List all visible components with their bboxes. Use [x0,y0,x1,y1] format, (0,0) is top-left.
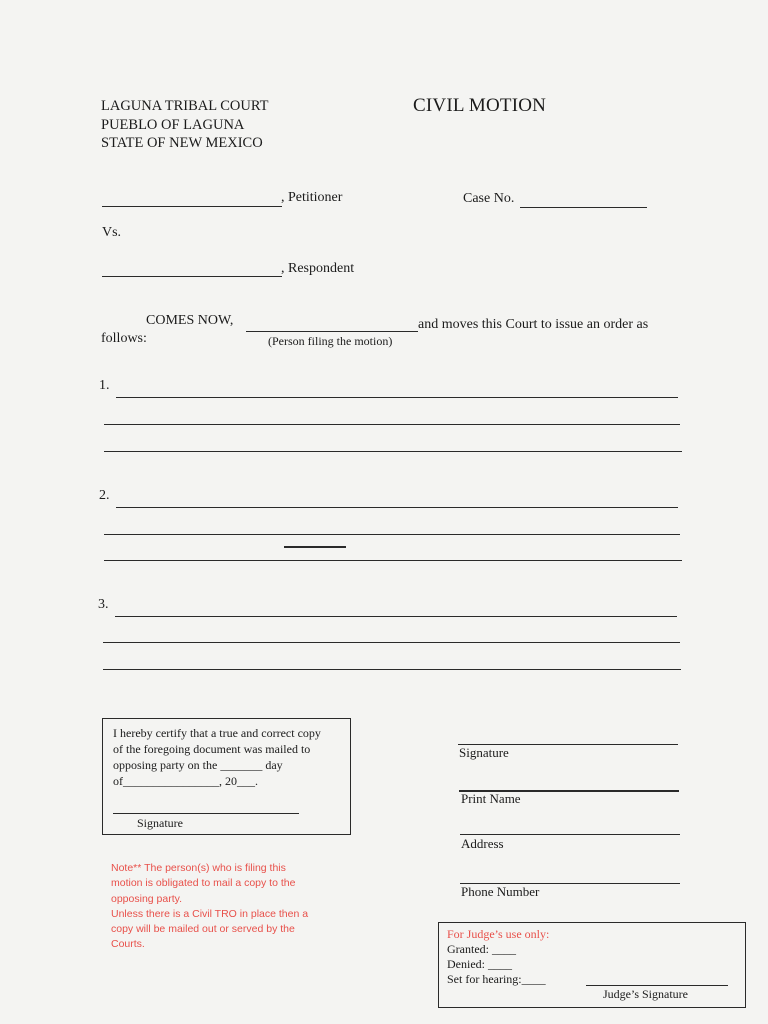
item-2-line-2[interactable] [104,534,680,535]
note-line-5: copy will be mailed out or served by the [111,923,295,936]
stray-mark [284,546,346,548]
item-2-number: 2. [99,488,110,503]
certificate-signature-field[interactable] [113,813,299,814]
phone-number-label: Phone Number [461,884,540,899]
certificate-of-mailing-box [102,718,351,835]
respondent-field[interactable] [102,276,282,277]
item-3-line[interactable] [115,616,677,617]
note-line-4: Unless there is a Civil TRO in place then a [111,907,309,920]
certificate-line-1: I hereby certify that a true and correct copy [113,726,321,740]
comes-now-text: COMES NOW, [146,313,234,328]
certificate-signature-label: Signature [137,816,183,830]
item-2-line[interactable] [116,507,678,508]
moves-text: and moves this Court to issue an order as [418,317,649,332]
respondent-label: , Respondent [281,261,355,276]
state-name: STATE OF NEW MEXICO [101,135,263,151]
judge-signature-label: Judge’s Signature [603,987,688,1001]
judges-use-heading: For Judge’s use only: [447,927,550,941]
note-line-2: motion is obligated to mail a copy to the [111,877,296,890]
case-no-label: Case No. [463,191,515,206]
certificate-line-3: opposing party on the _______ day [113,758,283,772]
court-name: LAGUNA TRIBAL COURT [101,98,269,114]
item-1-line[interactable] [116,397,678,398]
denied-field[interactable]: Denied: ____ [447,957,512,971]
address-field[interactable] [460,834,680,835]
item-3-line-2[interactable] [103,642,680,643]
certificate-line-4: of________________, 20___. [113,774,258,788]
note-line-6: Courts. [111,938,145,951]
item-2-line-3[interactable] [104,560,682,561]
judges-use-box [438,922,746,1008]
case-no-field[interactable] [520,207,647,208]
item-1-line-2[interactable] [104,424,680,425]
print-name-label: Print Name [461,791,521,806]
filer-hint: (Person filing the motion) [268,334,393,348]
form-title: CIVIL MOTION [413,95,547,116]
item-3-number: 3. [98,597,109,612]
vs-label: Vs. [102,225,122,240]
filing-note [111,861,351,953]
signature-label: Signature [459,745,509,760]
item-1-line-3[interactable] [104,451,682,452]
item-1-number: 1. [99,378,110,393]
certificate-line-2: of the foregoing document was mailed to [113,742,311,756]
petitioner-label: , Petitioner [281,190,343,205]
filer-name-field[interactable] [246,331,418,332]
granted-field[interactable]: Granted: ____ [447,942,516,956]
petitioner-field[interactable] [102,206,282,207]
address-label: Address [461,836,504,851]
set-for-hearing-field[interactable]: Set for hearing:____ [447,972,546,986]
follows-text: follows: [101,331,147,346]
pueblo-name: PUEBLO OF LAGUNA [101,117,245,133]
note-line-1: Note** The person(s) who is filing this [111,862,286,874]
judge-signature-field[interactable] [586,985,728,986]
item-3-line-3[interactable] [103,669,681,670]
note-line-3: opposing party. [111,892,183,905]
